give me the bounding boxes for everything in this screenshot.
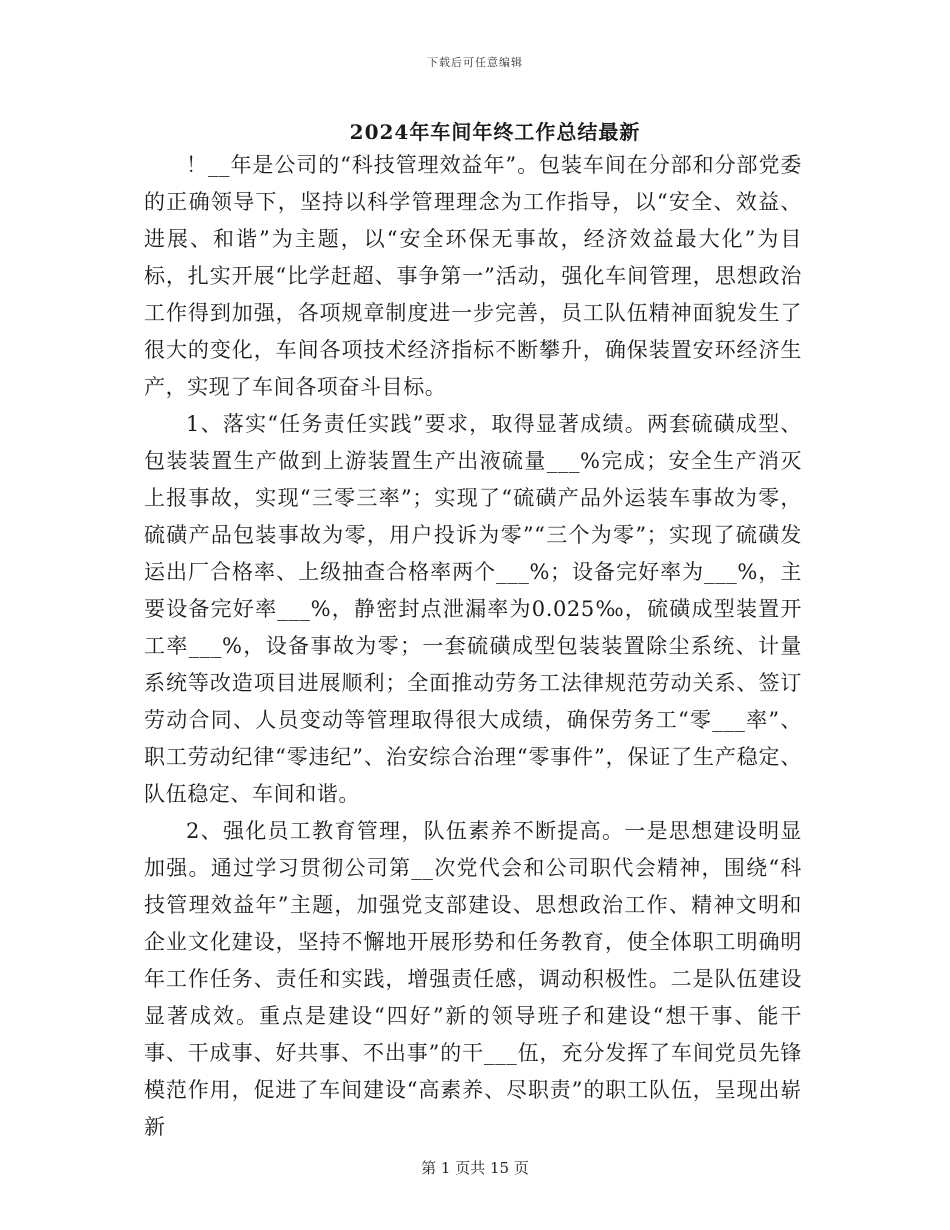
document-title: 2024年车间年终工作总结最新 xyxy=(349,120,641,144)
page-header-note: 下载后可任意编辑 xyxy=(427,56,523,69)
paragraph-section-1: 1、落实“任务责任实践”要求，取得显著成绩。两套硫磺成型、包装装置生产做到上游装置生产出液硫量___%完成；安全生产消灭上报事故，实现“三零三率”；实现了“硫磺产品外运装车事故为零，硫磺产品包装事故为零，用户投诉为零”“三个为零”；实现了硫磺发运出厂合格率、上级抽查合格率两个___%；设备完好率为___%，主要设备完好率___%，静密封点泄漏率为0.025‰，硫磺成型装置开工率___%，设备事故为零；一套硫磺成型包装装置除尘系统、计量系统等改造项目进展顺利；全面推动劳务工法律规范劳动关系、签订劳动合同、人员变动等管理取得很大成绩，确保劳务工“零___率”、职工劳动纪律“零违纪”、治安综合治理“零事件”，保证了生产稳定、队伍稳定、车间和谐。 xyxy=(144,412,802,806)
page-footer-number: 第 1 页共 15 页 xyxy=(421,1159,529,1177)
document-body xyxy=(144,147,802,1146)
paragraph-intro: ！__年是公司的“科技管理效益年”。包装车间在分部和分部党委的正确领导下，坚持以科学管理理念为工作指导，以“安全、效益、进展、和谐”为主题，以“安全环保无事故，经济效益最大化”为目标，扎实开展“比学赶超、事争第一”活动，强化车间管理，思想政治工作得到加强，各项规章制度进一步完善，员工队伍精神面貌发生了很大的变化，车间各项技术经济指标不断攀升，确保装置安环经济生产，实现了车间各项奋斗目标。 xyxy=(144,153,802,399)
paragraph-section-2: 2、强化员工教育管理，队伍素养不断提高。一是思想建设明显加强。通过学习贯彻公司第__次党代会和公司职代会精神，围绕“科技管理效益年”主题，加强党支部建设、思想政治工作、精神文明和企业文化建设，坚持不懈地开展形势和任务教育，使全体职工明确明年工作任务、责任和实践，增强责任感，调动积极性。二是队伍建设显著成效。重点是建设“四好”新的领导班子和建设“想干事、能干事、干成事、好共事、不出事”的干___伍，充分发挥了车间党员先锋模范作用，促进了车间建设“高素养、尽职责”的职工队伍，呈现出崭新 xyxy=(144,819,802,1139)
